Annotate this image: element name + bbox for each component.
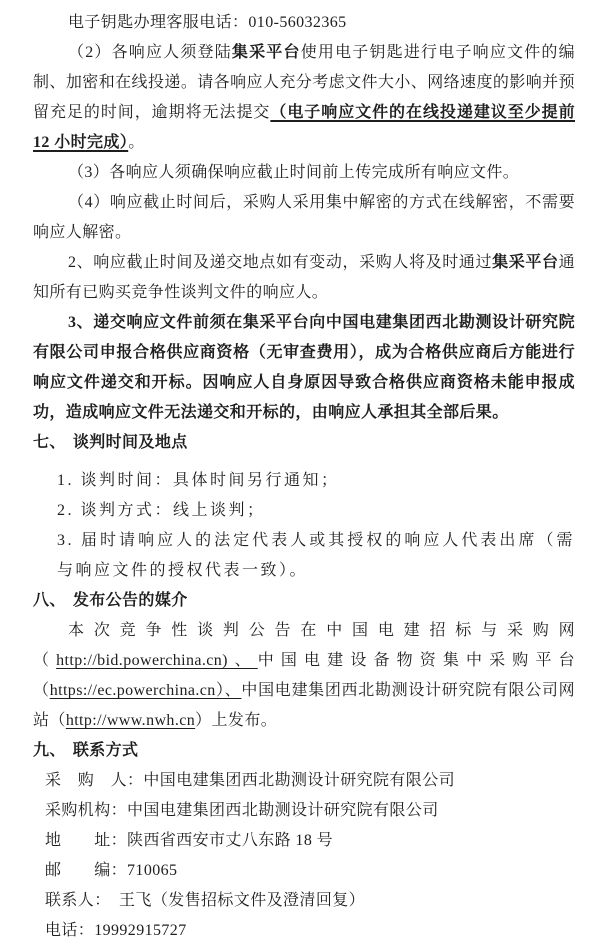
platform-name-bold: 集采平台 <box>231 44 301 61</box>
item-negotiation-method-text: 2. 谈判方式：线上谈判； <box>57 502 266 519</box>
contact-value: 中国电建集团西北勘测设计研究院有限公司 <box>143 772 456 789</box>
contact-label: 采购机构： <box>45 802 128 819</box>
contact-row-agency <box>45 796 575 826</box>
para-upload-rule <box>33 158 575 188</box>
contact-label: 采 购 人： <box>45 772 144 789</box>
para-change-notice-end: 通知所有已购买竞争性谈判文件的响应人。 <box>33 254 575 301</box>
para-electronic-submission-mid: 使用电子钥匙进行电子响应文件的编制、加密和在线投递。请各响应人充分考虑文件大小、网络速度的影响并预留充足的时间，逾期将无法提交 <box>33 44 575 121</box>
contact-value: 710065 <box>127 862 178 879</box>
para-announcement-media-mid2: 中国电建集团西北勘测设计研究院有限公司网站（ <box>33 682 575 729</box>
contact-row-postcode <box>45 856 575 886</box>
contact-label: 地 址： <box>45 832 128 849</box>
para-announcement-media <box>33 616 575 736</box>
contact-list <box>33 766 575 946</box>
para-electronic-submission-pre: （2）各响应人须登陆 <box>68 44 232 61</box>
contact-value: 陕西省西安市丈八东路 18 号 <box>127 832 334 849</box>
para-supplier-qualification-text: 3、递交响应文件前须在集采平台向中国电建集团西北勘测设计研究院有限公司申报合格供应商资格（无审查费用），成为合格供应商后方能进行响应文件递交和开标。因响应人自身原因导致合格供应商资格未能申报成功，造成响应文件无法递交和开标的，由响应人承担其全部后果。 <box>33 314 575 421</box>
contact-value: 中国电建集团西北勘测设计研究院有限公司 <box>127 802 439 819</box>
para-announcement-media-end: ）上发布。 <box>195 712 278 729</box>
para-change-notice-pre: 2、响应截止时间及递交地点如有变动，采购人将及时通过 <box>68 254 493 271</box>
contact-value: 王飞（发售招标文件及澄清回复） <box>119 892 366 909</box>
section-number: 九、 <box>33 742 66 759</box>
item-negotiation-time <box>33 466 575 496</box>
section-heading-media <box>33 586 575 616</box>
link-nwh-website[interactable]: http://www.nwh.cn <box>65 712 196 729</box>
item-negotiation-attendance-text: 3. 届时请响应人的法定代表人或其授权的响应人代表出席（需与响应文件的授权代表一致）。 <box>57 532 575 579</box>
section-title: 发布公告的媒介 <box>72 592 188 609</box>
link-bid-powerchina[interactable]: http://bid.powerchina.cn)、 <box>56 652 258 669</box>
para-announcement-media-pre: 本次竞争性谈判公告在中国电建招标与采购网（ <box>33 622 575 669</box>
section-title: 联系方式 <box>72 742 139 759</box>
para-change-notice <box>33 248 575 308</box>
para-electronic-submission <box>33 38 575 158</box>
contact-value: 19992915727 <box>94 922 187 939</box>
contact-label: 电话： <box>45 922 95 939</box>
para-supplier-qualification <box>33 308 575 428</box>
para-decryption-rule-text: （4）响应截止时间后，采购人采用集中解密的方式在线解密，不需要响应人解密。 <box>33 194 575 241</box>
item-negotiation-method <box>33 496 575 526</box>
service-phone-line <box>33 8 575 38</box>
section-number: 七、 <box>33 434 66 451</box>
item-negotiation-time-text: 1. 谈判时间：具体时间另行通知； <box>57 472 340 489</box>
negotiation-items <box>33 466 575 586</box>
contact-row-person <box>45 886 575 916</box>
para-electronic-submission-end: 。 <box>128 134 145 151</box>
service-phone-text: 电子钥匙办理客服电话：010-56032365 <box>68 14 347 31</box>
contact-row-phone <box>45 916 575 946</box>
section-heading-contact <box>33 736 575 766</box>
contact-label: 邮 编： <box>45 862 128 879</box>
link-ec-powerchina[interactable]: https://ec.powerchina.cn）、 <box>49 682 242 699</box>
section-title: 谈判时间及地点 <box>72 434 188 451</box>
section-heading-negotiation <box>33 428 575 458</box>
item-negotiation-attendance <box>33 526 575 586</box>
submission-deadline-emphasis: （电子响应文件的在线投递建议至少提前 12 小时完成） <box>33 104 576 151</box>
contact-row-buyer <box>45 766 575 796</box>
para-upload-rule-text: （3）各响应人须确保响应截止时间前上传完成所有响应文件。 <box>68 164 520 181</box>
section-number: 八、 <box>33 592 66 609</box>
contact-label: 联系人： <box>45 892 120 909</box>
platform-name-bold: 集采平台 <box>492 254 559 271</box>
contact-row-address <box>45 826 575 856</box>
para-decryption-rule <box>33 188 575 248</box>
para-announcement-media-mid1: 中国电建设备物资集中采购平台（ <box>33 652 575 699</box>
